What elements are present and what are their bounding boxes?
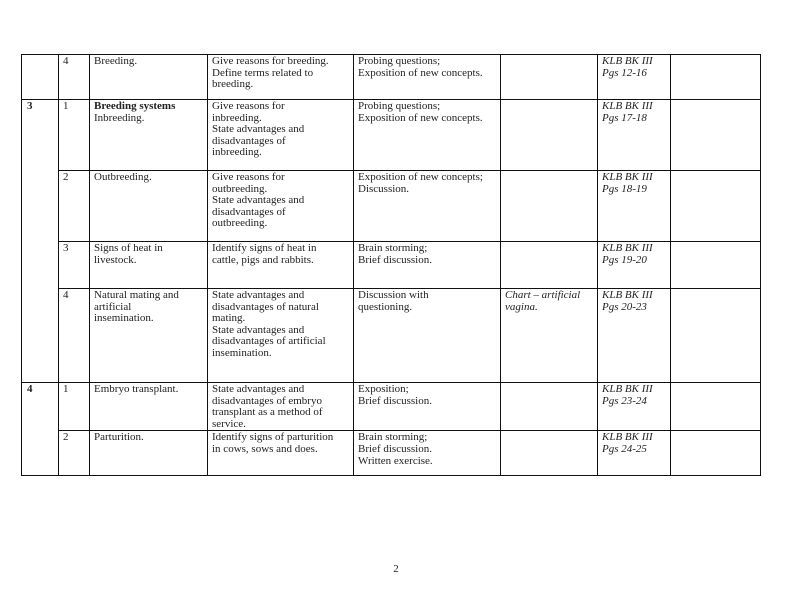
reference-cell-line: KLB BK III [602,431,653,444]
reference-cell-line: KLB BK III [602,383,653,395]
objectives-cell-line: Identify signs of parturition [212,431,334,444]
reference-cell-line: Pgs 19-20 [602,253,647,266]
objectives-cell-line: disadvantages of [212,205,286,218]
table-row [22,289,761,383]
objectives-cell-line: State advantages and [212,289,305,301]
resources-cell [501,100,598,171]
activities-cell-line: Discussion. [358,182,410,195]
reference-cell-line: Pgs 23-24 [602,394,647,407]
objectives-cell-line: disadvantages of natural [212,300,319,313]
topic-cell-line: Inbreeding. [94,111,145,124]
resources-cell [501,242,598,289]
remarks-cell [671,289,761,383]
topic-cell [90,289,208,383]
objectives-cell-line: disadvantages of [212,134,286,147]
objectives-cell-line: State advantages and [212,123,305,136]
objectives-cell [208,171,354,242]
lesson-cell: 4 [59,55,90,100]
objectives-cell-line: Give reasons for [212,100,285,112]
reference-cell [598,100,671,171]
reference-cell-line: KLB BK III [602,55,653,67]
resources-cell [501,55,598,100]
topic-cell [90,55,208,100]
lesson-cell: 1 [59,383,90,431]
reference-cell-line: Pgs 17-18 [602,111,647,124]
topic-cell [90,383,208,431]
topic-cell-line: Signs of heat in [94,242,163,254]
topic-cell-line: Embryo transplant. [94,383,179,395]
activities-cell-line: Brief discussion. [358,253,432,266]
remarks-cell [671,171,761,242]
reference-cell [598,171,671,242]
lesson-cell: 2 [59,171,90,242]
resources-cell-line: Chart – artificial [505,289,581,301]
reference-cell-line: KLB BK III [602,171,653,183]
objectives-cell [208,383,354,431]
activities-cell [354,100,501,171]
activities-cell-line: Exposition; [358,383,409,395]
objectives-cell-line: breeding. [212,78,254,91]
topic-cell-line: livestock. [94,253,137,266]
activities-cell-line: Exposition of new concepts. [358,66,483,79]
objectives-cell [208,242,354,289]
scheme-of-work-table [21,54,761,476]
reference-cell-line: KLB BK III [602,289,653,301]
activities-cell [354,383,501,431]
reference-cell-line: Pgs 12-16 [602,66,647,79]
topic-cell-line: artificial [94,300,132,313]
objectives-cell-line: Give reasons for breeding. [212,55,329,67]
objectives-cell-line: disadvantages of embryo [212,394,322,407]
activities-cell-line: Probing questions; [358,100,441,112]
page-number: 2 [393,563,399,575]
objectives-cell-line: Identify signs of heat in [212,242,317,254]
reference-cell [598,383,671,431]
objectives-cell-line: inbreeding. [212,146,262,159]
table-row [22,242,761,289]
remarks-cell [671,383,761,431]
table-row [22,55,761,100]
topic-cell [90,171,208,242]
topic-cell-line: Natural mating and [94,289,179,301]
resources-cell [501,289,598,383]
reference-cell [598,431,671,476]
topic-cell-line: Breeding. [94,55,138,67]
objectives-cell-line: Give reasons for [212,171,285,183]
week-cell: 3 [22,100,59,383]
reference-cell [598,289,671,383]
reference-cell [598,55,671,100]
topic-cell [90,431,208,476]
activities-cell-line: Brain storming; [358,431,428,444]
activities-cell [354,242,501,289]
table-row [22,383,761,431]
activities-cell-line: Brief discussion. [358,442,432,455]
resources-cell-line: vagina. [505,300,538,313]
reference-cell-line: Pgs 18-19 [602,182,647,195]
reference-cell-line: KLB BK III [602,100,653,112]
objectives-cell-line: State advantages and [212,194,305,207]
objectives-cell-line: service. [212,417,246,430]
table-row [22,100,761,171]
week-cell: 4 [22,383,59,476]
activities-cell [354,55,501,100]
activities-cell [354,431,501,476]
reference-cell-line: Pgs 20-23 [602,300,647,313]
topic-heading: Breeding systems [94,100,176,112]
reference-cell [598,242,671,289]
activities-cell-line: Brief discussion. [358,394,432,407]
topic-cell-line: Parturition. [94,431,144,444]
resources-cell [501,383,598,431]
resources-cell [501,171,598,242]
activities-cell-line: Probing questions; [358,55,441,67]
lesson-cell: 3 [59,242,90,289]
topic-cell-line: insemination. [94,312,154,325]
remarks-cell [671,242,761,289]
objectives-cell [208,100,354,171]
lesson-cell: 4 [59,289,90,383]
objectives-cell-line: mating. [212,312,246,325]
reference-cell-line: KLB BK III [602,242,653,254]
objectives-cell-line: in cows, sows and does. [212,442,318,455]
reference-cell-line: Pgs 24-25 [602,442,647,455]
objectives-cell-line: inbreeding. [212,111,262,124]
objectives-cell-line: cattle, pigs and rabbits. [212,253,314,266]
objectives-cell [208,289,354,383]
remarks-cell [671,55,761,100]
objectives-cell-line: disadvantages of artificial [212,335,326,348]
topic-cell [90,242,208,289]
objectives-cell-line: Define terms related to [212,66,314,79]
remarks-cell [671,100,761,171]
activities-cell-line: Exposition of new concepts; [358,171,483,183]
topic-cell-line: Outbreeding. [94,171,152,183]
activities-cell-line: Exposition of new concepts. [358,111,483,124]
objectives-cell-line: State advantages and [212,323,305,336]
topic-cell [90,100,208,171]
lesson-cell: 1 [59,100,90,171]
table-row [22,171,761,242]
objectives-cell-line: outbreeding. [212,217,268,230]
activities-cell-line: Discussion with [358,289,429,301]
week-cell [22,55,59,100]
objectives-cell-line: State advantages and [212,383,305,395]
activities-cell-line: Written exercise. [358,454,433,467]
objectives-cell-line: outbreeding. [212,182,268,195]
objectives-cell-line: insemination. [212,346,272,359]
remarks-cell [671,431,761,476]
activities-cell [354,289,501,383]
activities-cell-line: Brain storming; [358,242,428,254]
activities-cell-line: questioning. [358,300,413,313]
activities-cell [354,171,501,242]
resources-cell [501,431,598,476]
table-row [22,431,761,476]
objectives-cell [208,55,354,100]
objectives-cell-line: transplant as a method of [212,406,323,419]
lesson-cell: 2 [59,431,90,476]
objectives-cell [208,431,354,476]
